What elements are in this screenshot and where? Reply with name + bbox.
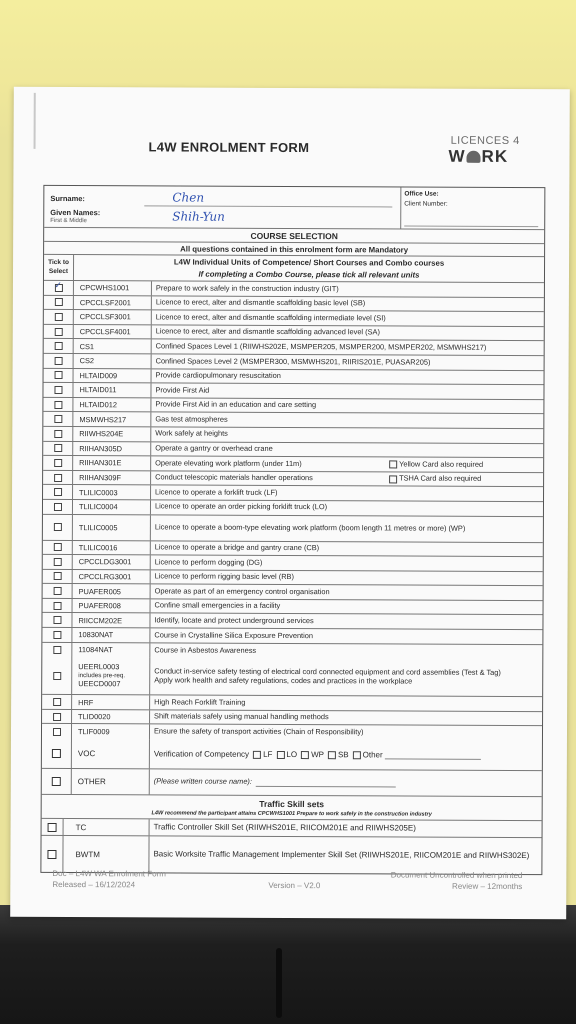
course-description: Licence to operate a forklift truck (LF) [155, 487, 278, 497]
units-header: L4W Individual Units of Competence/ Short Courses and Combo courses [173, 257, 445, 268]
traffic-checkbox[interactable] [48, 822, 57, 831]
voc-other-field[interactable] [385, 750, 481, 759]
footer-uncontrolled: Document Uncontrolled when printed [390, 870, 523, 881]
course-description: Gas test atmospheres [155, 414, 228, 424]
course-code: TLILIC0016 [73, 541, 151, 555]
course-row-test-and-tag [42, 657, 542, 697]
course-checkbox[interactable] [54, 284, 62, 292]
voc-checkbox[interactable] [52, 749, 61, 758]
course-description: Apply work health and safety regulations, codes and practices in the workplace [154, 675, 413, 686]
footer-left [52, 869, 166, 891]
course-checkbox[interactable] [54, 386, 62, 394]
hard-hat-icon [467, 151, 481, 163]
course-description: Licence to erect, alter and dismantle scaffolding intermediate level (SI) [155, 312, 386, 323]
course-description: Licence to erect, alter and dismantle scaffolding basic level (SB) [155, 297, 366, 308]
logo-text-right: RK [481, 146, 509, 166]
voc-option-label: WP [311, 750, 325, 760]
footer-review: Review – 12months [452, 881, 523, 891]
course-description: Conduct telescopic materials handler operations [155, 472, 313, 483]
course-description: Provide First Aid [155, 385, 210, 395]
course-checkbox[interactable] [53, 616, 61, 624]
course-code: RIIHAN309F [73, 471, 151, 485]
course-description: Licence to perform rigging basic level (RB) [154, 571, 294, 582]
course-description: Confined Spaces Level 2 (MSMPER300, MSMWHS201, RIIRIS201E, PUASAR205) [155, 355, 431, 367]
course-checkbox[interactable] [53, 587, 61, 595]
voc-option-label: LO [286, 749, 298, 759]
client-number-label: Client Number: [404, 200, 448, 208]
voc-option-label: SB [337, 750, 349, 760]
background-object [276, 948, 282, 1018]
course-description: Confined Spaces Level 1 (RIIWHS202E, MSMPER205, MSMPER200, MSMPER202, MSMWHS217) [155, 341, 487, 352]
other-course-field[interactable] [256, 778, 396, 788]
footer-version: Version – V2.0 [268, 880, 321, 891]
course-code: MSMWHS217 [73, 412, 151, 426]
voc-option-label: LF [263, 749, 273, 759]
office-use-label: Office Use: [404, 190, 439, 198]
course-description: Work safely at heights [155, 428, 228, 439]
card-requirement-checkbox[interactable] [389, 475, 397, 483]
course-code: UEERL0003 [78, 662, 120, 672]
card-requirement-label: TSHA Card also required [399, 473, 482, 484]
course-code: TLIF0009 [72, 724, 150, 739]
traffic-code: TC [64, 819, 150, 835]
traffic-title: Traffic Skill sets [259, 798, 325, 810]
other-checkbox[interactable] [52, 777, 61, 786]
course-checkbox[interactable] [53, 558, 61, 566]
traffic-code: BWTM [63, 836, 149, 872]
course-description: Licence to perform dogging (DG) [154, 557, 263, 567]
course-code: RIIHAN305D [73, 442, 151, 456]
given-names-sublabel: First & Middle [50, 217, 87, 225]
course-checkbox[interactable] [54, 371, 62, 379]
combo-note: If completing a Combo Course, please tick all relevant units [198, 269, 420, 280]
traffic-description: Traffic Controller Skill Set (RIIWHS201E, RIICOM201E and RIIWHS205E) [153, 822, 416, 833]
course-description: Operate elevating work platform (under 11m) [155, 458, 302, 468]
course-checkbox[interactable] [53, 572, 61, 580]
course-code: CPCWHS1001 [74, 281, 152, 295]
course-checkbox[interactable] [54, 342, 62, 350]
other-label: (Please written course name): [153, 776, 252, 787]
course-checkbox[interactable] [53, 698, 61, 706]
course-description: Ensure the safety of transport activities (Chain of Responsibility) [153, 726, 364, 737]
course-checkbox[interactable] [53, 713, 61, 721]
course-checkbox[interactable] [53, 631, 61, 639]
logo [448, 147, 508, 167]
other-row [42, 769, 542, 797]
given-names-field[interactable]: Shih-Yun [172, 209, 225, 224]
course-code-note: includes pre-req. [78, 672, 126, 680]
voc-row [42, 739, 542, 771]
surname-field[interactable]: Chen [172, 190, 205, 205]
voc-option-checkbox[interactable] [328, 751, 336, 759]
course-selection-heading: COURSE SELECTION [250, 230, 338, 241]
course-description: Operate a gantry or overhead crane [155, 443, 273, 453]
voc-option-label: Other [362, 750, 383, 760]
course-checkbox[interactable] [54, 430, 62, 438]
course-description: Identify, locate and protect underground services [154, 615, 314, 626]
course-checkbox[interactable] [53, 523, 61, 531]
course-checkbox[interactable] [54, 401, 62, 409]
course-code: HRF [72, 695, 150, 709]
footer-doc: Doc – L4W WA Enrolment Form [52, 868, 166, 879]
course-code: RIICCM202E [72, 614, 150, 628]
course-row [43, 514, 543, 542]
course-code: CPCCLDG3001 [73, 555, 151, 569]
course-code: RIIHAN301E [73, 456, 151, 470]
logo-text-top: LICENCES 4 [450, 134, 520, 147]
personal-details [44, 186, 544, 230]
course-checkbox[interactable] [54, 298, 62, 306]
course-description: Shift materials safely using manual handling methods [154, 711, 329, 722]
voc-option-checkbox[interactable] [301, 751, 309, 759]
course-description: Operate as part of an emergency control organisation [154, 586, 330, 596]
units-header-row [44, 255, 544, 283]
course-code: UEECD0007 [78, 678, 121, 688]
voc-option-checkbox[interactable] [276, 750, 284, 758]
course-code: HLTAID011 [73, 383, 151, 397]
course-code: 11084NAT [72, 643, 150, 658]
course-checkbox[interactable] [54, 473, 62, 481]
course-description: Conduct in-service safety testing of electrical cord connected equipment and cord assemblies (Test & Tag) [154, 666, 501, 678]
course-checkbox[interactable] [54, 415, 62, 423]
course-code: TLILIC0003 [73, 485, 151, 499]
traffic-note: L4W recommend the participant attains CPCWHS1001 Prepare to work safely in the construction industry [151, 810, 432, 818]
footer-right [366, 870, 522, 892]
course-code: PUAFER005 [73, 584, 151, 598]
punch-mark [34, 93, 36, 149]
course-code: TLID0020 [72, 710, 150, 724]
voc-option-checkbox[interactable] [253, 750, 261, 758]
background-surface [0, 905, 576, 1024]
course-code: CPCCLSF4001 [74, 325, 152, 339]
course-list [42, 281, 544, 659]
card-requirement-checkbox[interactable] [389, 460, 397, 468]
course-description: Confine small emergencies in a facility [154, 600, 281, 611]
mandatory-note: All questions contained in this enrolment form are Mandatory [180, 244, 409, 255]
course-checkbox[interactable] [54, 459, 62, 467]
enrolment-form-page [10, 87, 570, 919]
course-code: HLTAID012 [73, 398, 151, 412]
course-checkbox[interactable] [54, 444, 62, 452]
course-code: TLILIC0005 [73, 515, 151, 540]
surname-label: Surname: [50, 193, 85, 204]
traffic-row [42, 819, 542, 838]
course-description: Provide First Aid in an education and care setting [155, 399, 317, 410]
course-description: Course in Crystalline Silica Exposure Prevention [154, 630, 314, 640]
course-checkbox[interactable] [53, 646, 61, 654]
course-checkbox[interactable] [53, 672, 61, 680]
traffic-heading-row [42, 795, 542, 821]
other-code: OTHER [72, 769, 150, 794]
course-description: Licence to operate an order picking forklift truck (LO) [154, 501, 328, 512]
course-description: Course in Asbestos Awareness [154, 645, 257, 655]
course-code: CPCCLSF3001 [74, 310, 152, 324]
voc-code: VOC [72, 739, 150, 768]
voc-option-checkbox[interactable] [353, 751, 361, 759]
given-names-label: Given Names: [50, 207, 101, 218]
footer-released: Released – 16/12/2024 [52, 879, 136, 890]
logo-text-left: W [448, 146, 466, 166]
course-code: CS2 [74, 354, 152, 368]
course-checkbox[interactable] [52, 728, 60, 736]
voc-label: Verification of Competency [153, 749, 250, 759]
course-checkbox[interactable] [53, 543, 61, 551]
course-description: Licence to erect, alter and dismantle scaffolding advanced level (SA) [155, 326, 380, 337]
traffic-checkbox[interactable] [47, 849, 56, 858]
course-checkbox[interactable] [53, 602, 61, 610]
course-list-extra [42, 695, 542, 741]
course-code: 10830NAT [72, 628, 150, 642]
card-requirement-label: Yellow Card also required [399, 459, 484, 469]
course-code: CS1 [74, 339, 152, 353]
course-code: CPCCLRG3001 [73, 570, 151, 584]
course-code: PUAFER008 [73, 599, 151, 613]
course-checkbox[interactable] [54, 313, 62, 321]
card-requirement [385, 475, 481, 484]
course-checkbox[interactable] [54, 328, 62, 336]
enrolment-table [40, 185, 545, 875]
course-checkbox[interactable] [54, 488, 62, 496]
course-description: Prepare to work safely in the construction industry (GIT) [155, 282, 339, 293]
course-description: High Reach Forklift Training [154, 697, 246, 707]
course-code: CPCCLSF2001 [74, 296, 152, 310]
course-code: HLTAID009 [74, 369, 152, 383]
course-description: Licence to operate a bridge and gantry crane (CB) [154, 542, 320, 553]
traffic-description: Basic Worksite Traffic Management Implementer Skill Set (RIIWHS201E, RIICOM201E and RIIWHS302E) [153, 849, 530, 861]
course-checkbox[interactable] [53, 503, 61, 511]
course-checkbox[interactable] [54, 357, 62, 365]
card-requirement [385, 460, 483, 469]
course-code: RIIWHS204E [73, 427, 151, 441]
course-description: Licence to operate a boom-type elevating work platform (boom length 11 metres or more) (WP) [154, 522, 466, 533]
course-code: TLILIC0004 [73, 500, 151, 514]
course-description: Provide cardiopulmonary resuscitation [155, 370, 281, 381]
form-title: L4W ENROLMENT FORM [148, 139, 310, 156]
tick-header: Tick to Select [44, 255, 74, 280]
